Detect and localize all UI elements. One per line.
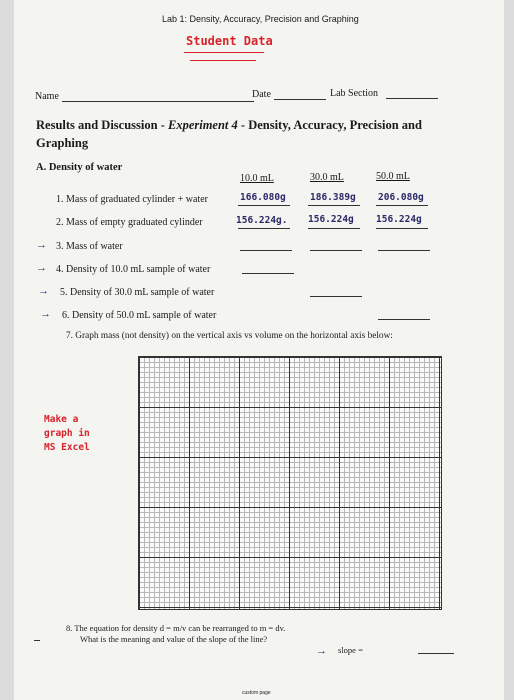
- column-header-10ml: 10.0 mL: [240, 173, 274, 184]
- section-subtitle: A. Density of water: [36, 162, 123, 173]
- row-1-value-50ml: 206.080g: [378, 192, 424, 203]
- row-3-blank-10ml: [240, 250, 292, 251]
- section-title-rest: - Density, Accuracy, Precision and: [237, 118, 422, 132]
- row-6-blank: [378, 319, 430, 320]
- handwritten-title: Student Data: [186, 34, 273, 48]
- name-blank: [62, 101, 254, 102]
- column-header-50ml: 50.0 mL: [376, 171, 410, 182]
- row-2-value-30ml: 156.224g: [308, 214, 354, 225]
- row-4-blank: [242, 273, 294, 274]
- row-4-label: 4. Density of 10.0 mL sample of water: [56, 264, 211, 275]
- row-1-value-30ml: 186.389g: [310, 192, 356, 203]
- date-label: Date: [252, 89, 271, 100]
- row-6-label: 6. Density of 50.0 mL sample of water: [62, 310, 217, 321]
- row-2-label: 2. Mass of empty graduated cylinder: [56, 217, 203, 228]
- row-5-blank: [310, 296, 362, 297]
- note-line-3: MS Excel: [44, 442, 90, 453]
- question-8-line-1: 8. The equation for density d = m/v can be rearranged to m = dv.: [66, 623, 286, 633]
- row-1-blank-10ml: [238, 205, 290, 206]
- red-underline-2: [190, 60, 256, 61]
- question-8-line-2: What is the meaning and value of the slope of the line?: [80, 634, 268, 644]
- row-2-blank-10ml: [238, 228, 290, 229]
- footer-text: custom page: [242, 690, 271, 696]
- column-header-30ml: 30.0 mL: [310, 172, 344, 183]
- arrow-icon: →: [40, 308, 51, 320]
- lab-section-label: Lab Section: [330, 88, 379, 99]
- row-1-label: 1. Mass of graduated cylinder + water: [56, 194, 208, 205]
- row-2-blank-30ml: [308, 228, 360, 229]
- row-1-blank-50ml: [376, 205, 428, 206]
- arrow-icon: →: [38, 285, 49, 297]
- row-7-label: 7. Graph mass (not density) on the vertical axis vs volume on the horizontal axis below:: [66, 331, 393, 341]
- note-line-1: Make a: [44, 414, 79, 425]
- lab-section-blank: [386, 98, 438, 99]
- arrow-icon: →: [36, 262, 47, 274]
- red-underline: [184, 52, 264, 53]
- slope-label: slope =: [338, 645, 363, 655]
- section-title: [36, 118, 422, 133]
- row-2-value-10ml: 156.224g.: [236, 215, 288, 226]
- lab-title: Lab 1: Density, Accuracy, Precision and Graphing: [162, 14, 359, 24]
- row-1-blank-30ml: [308, 205, 360, 206]
- document-page: [14, 0, 504, 700]
- row-2-blank-50ml: [376, 228, 428, 229]
- note-line-2: graph in: [44, 428, 90, 439]
- name-label: Name: [35, 91, 59, 102]
- row-3-label: 3. Mass of water: [56, 241, 123, 252]
- left-margin-mark: [34, 640, 40, 641]
- date-blank: [274, 99, 326, 100]
- row-3-blank-50ml: [378, 250, 430, 251]
- graph-grid: [138, 356, 442, 610]
- row-3-blank-30ml: [310, 250, 362, 251]
- row-2-value-50ml: 156.224g: [376, 214, 422, 225]
- row-5-label: 5. Density of 30.0 mL sample of water: [60, 287, 215, 298]
- arrow-icon: →: [36, 239, 47, 251]
- row-1-value-10ml: 166.080g: [240, 192, 286, 203]
- slope-blank: [418, 653, 454, 654]
- section-title-line2: Graphing: [36, 136, 89, 150]
- arrow-icon: →: [316, 645, 327, 657]
- section-title-italic: Experiment 4: [167, 118, 238, 132]
- section-title-plain: Results and Discussion -: [36, 118, 168, 132]
